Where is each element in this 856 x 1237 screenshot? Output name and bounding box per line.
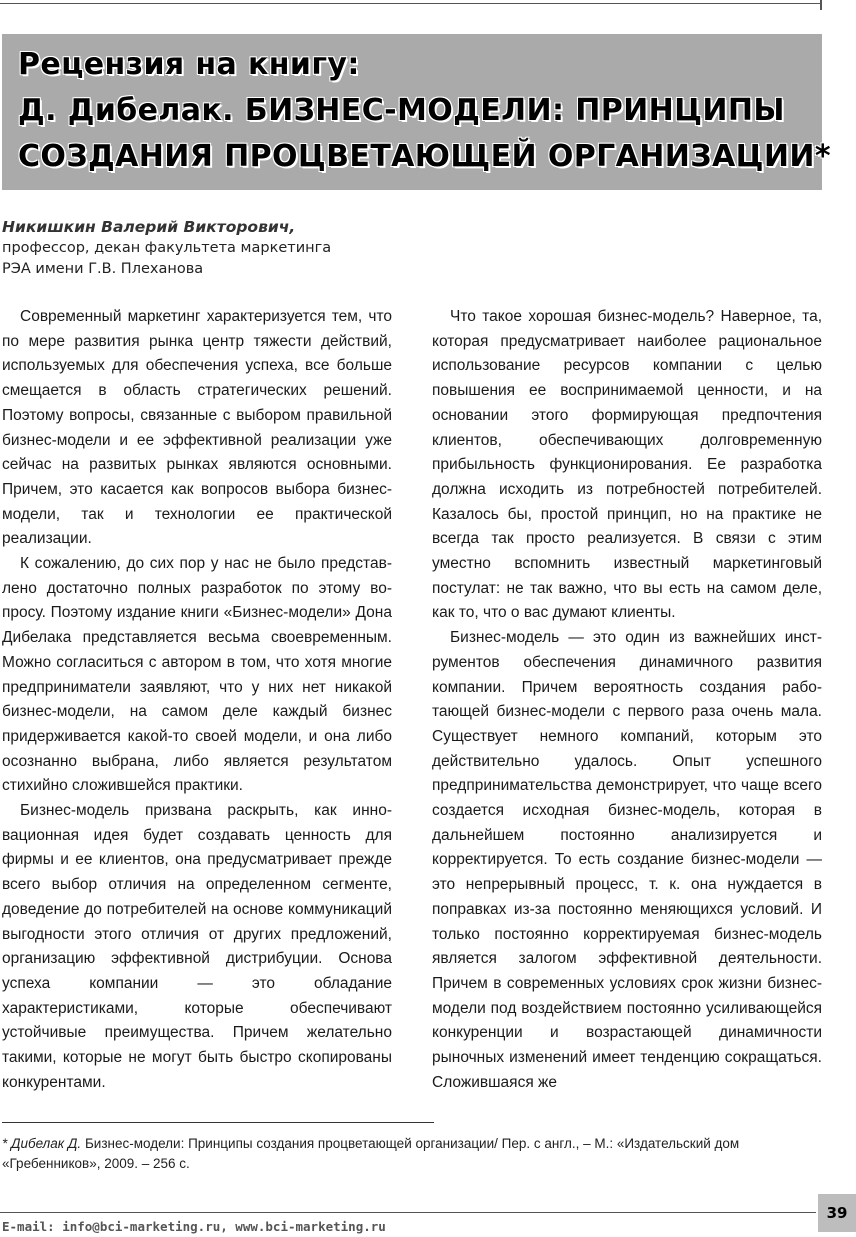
footnote-text: Бизнес-модели: Принципы создания процветающей организации/ Пер. с англ., – М.: «Издательский дом «Гребенников», 2009. – 256 с. xyxy=(2,1136,740,1171)
author-block xyxy=(2,217,331,280)
footer-contact: E-mail: info@bci-marketing.ru, www.bci-marketing.ru xyxy=(2,1219,386,1234)
paragraph: Современный маркетинг характеризуется тем, что по мере развития рынка центр тяжести действий, используемых для обеспечения успеха, все больше смещается в область стратегических решений. Поэтому вопросы, связанные с выбором правильной бизнес-модели и ее эффективной реализации уже сейчас на развитых рынках являются основными. Причем, это касается как вопросов выбора бизнес-модели, так и технологии ее практической реализации. xyxy=(2,308,392,548)
footnote-divider xyxy=(2,1122,434,1123)
title-banner xyxy=(2,34,831,190)
title-line-1: Рецензия на книгу: xyxy=(18,47,360,82)
paragraph: Что такое хорошая бизнес-модель? Наверное, та, которая предусматривает наиболее рациональное использование ресурсов компании с целью повышения ее воспринимаемой ценности, и на основании этого формирующая предпочтения клиентов, обеспечивающих долговременную прибыльность функционирования. Ее разработка должна исходить из потребностей потребителей. Казалось бы, простой принцип, но на практике не всегда так просто реализуется. В связи с этим уместно вспомнить известный маркетинговый постулат: не так важно, что вы есть на самом деле, как то, что о вас думают клиенты. xyxy=(432,308,822,622)
author-affiliation: РЭА имени Г.В. Плеханова xyxy=(2,261,204,277)
page-number-box xyxy=(818,1194,856,1232)
title-line-3: СОЗДАНИЯ ПРОЦВЕТАЮЩЕЙ ОРГАНИЗАЦИИ* xyxy=(18,139,831,174)
author-position: профессор, декан факультета маркетинга xyxy=(2,240,332,256)
footnote-author: * Дибелак Д. xyxy=(2,1136,82,1151)
body-column-right xyxy=(432,305,822,1096)
bottom-rule xyxy=(0,1212,816,1213)
title-line-2: Д. Дибелак. БИЗНЕС-МОДЕЛИ: ПРИНЦИПЫ xyxy=(18,93,785,128)
footnote xyxy=(2,1134,822,1174)
paragraph: Бизнес-модель — это один из важнейших инструментов обеспечения динамичного развития компании. Причем вероятность создания работающей бизнес-модели с первого раза очень мала. Существует немного компаний, которым это действительно удалось. Опыт успешного предпринимательства демонстрирует, что чаще всего создается исходная бизнес-модель, которая в дальнейшем постоянно анализируется и корректируется. То есть создание бизнес-модели — это непрерывный процесс, т. к. она нуждается в поправках из-за постоянно меняющихся условий. И только постоянно корректируемая бизнес-модель является залогом эффективной деятельности. Причем в современных условиях срок жизни бизнес-модели под воздействием постоянно усиливающейся конкуренции и возрастающей динамичности рыночных изменений имеет тенденцию сокращаться. Сложившаяся же xyxy=(432,629,822,1091)
page-number: 39 xyxy=(826,1204,848,1222)
paragraph: Бизнес-модель призвана раскрыть, как инновационная идея будет создавать ценность для фирмы и ее клиентов, она предусматривает прежде всего выбор отличия на определенном сегменте, доведение до потребителей на основе коммуникаций выгодности этого отличия от других предложений, организацию эффективной дистрибуции. Основа успеха компании — это обладание характеристиками, которые обеспечивают устойчивые преимущества. Причем желательно такими, которые не могут быть быстро скопированы конкурентами. xyxy=(2,802,392,1091)
body-column-left xyxy=(2,305,392,1096)
top-rule xyxy=(0,3,822,4)
paragraph: К сожалению, до сих пор у нас не было представлено достаточно полных разработок по этому вопросу. Поэтому издание книги «Бизнес-модели» Дона Дибелака представляется весьма своевременным. Можно согласиться с автором в том, что хотя многие предприниматели заявляют, что у них нет никакой бизнес-модели, на самом деле каждый бизнес придерживается какой-то своей модели, и она либо осознанно выбрана, либо является результатом стихийно сложившейся практики. xyxy=(2,555,392,795)
author-name: Никишкин Валерий Викторович, xyxy=(2,218,296,236)
top-rule-tick xyxy=(820,0,822,10)
